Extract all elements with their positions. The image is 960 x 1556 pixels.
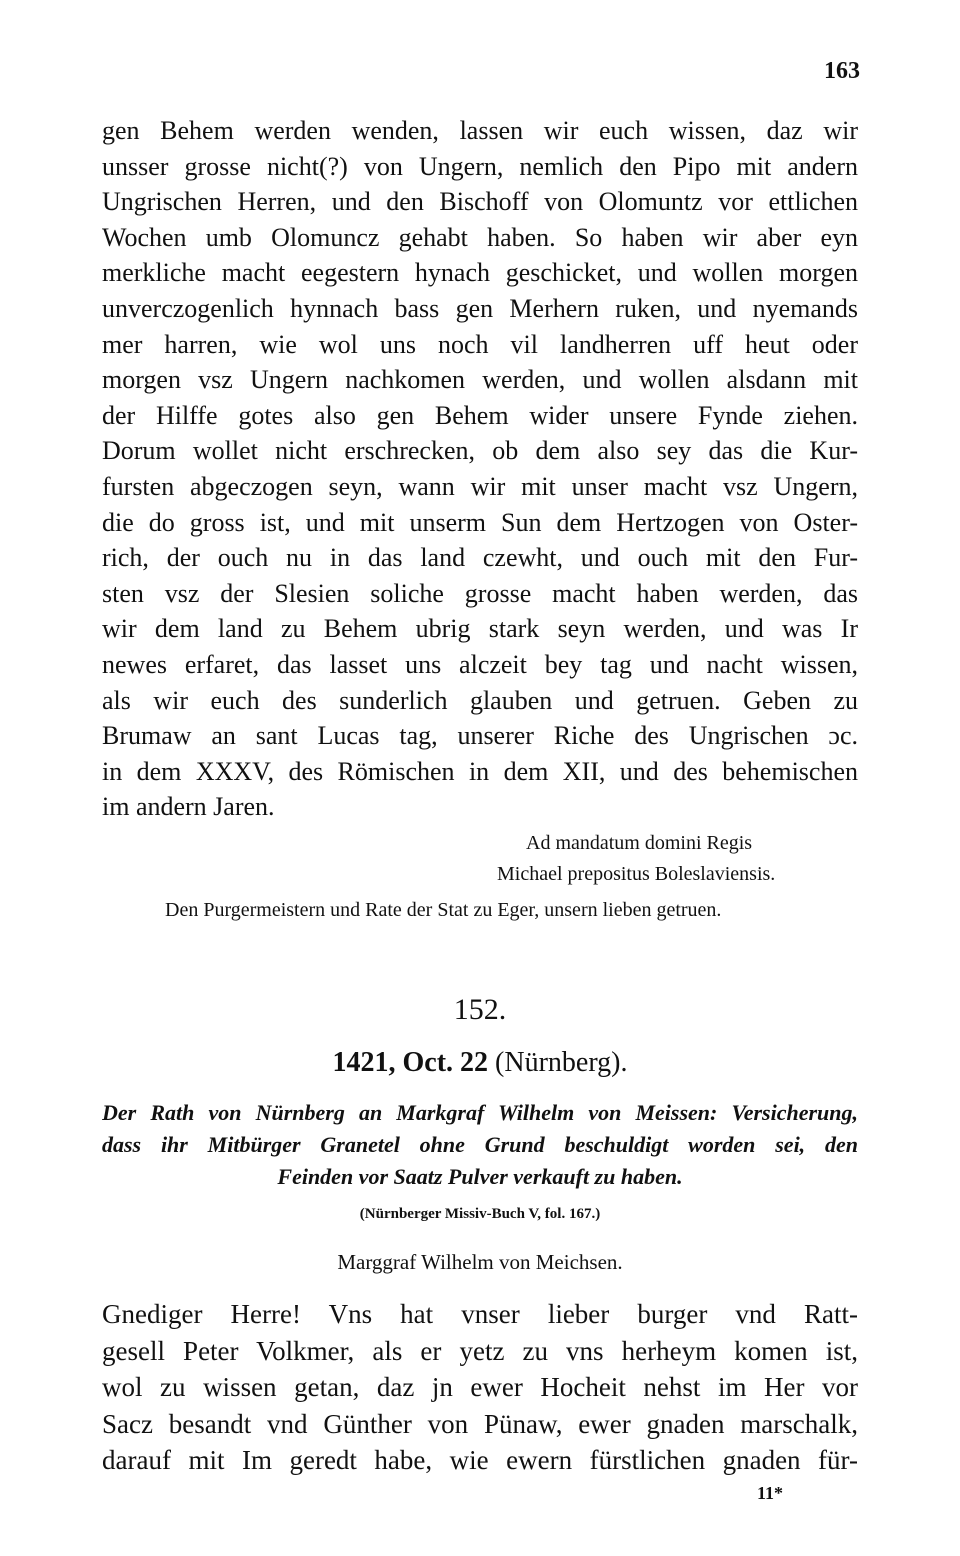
body-line: fursten abgeczogen seyn, wann wir mit unser macht vsz Ungern,	[102, 471, 858, 501]
body-line: Wochen umb Olomuncz gehabt haben. So haben wir aber eyn	[102, 222, 858, 252]
sheet-signature: 11*	[757, 1483, 784, 1503]
page-number: 163	[824, 58, 860, 84]
source-reference: (Nürnberger Missiv-Buch V, fol. 167.)	[359, 1206, 601, 1222]
text-line: Gnediger Herre! Vns hat vnser lieber burger vnd Ratt-	[102, 1299, 858, 1329]
body-line: im andern Jaren.	[102, 792, 275, 822]
body-line: rich, der ouch nu in das land czewht, und ouch mit den Fur-	[102, 543, 858, 573]
body-line: wir dem land zu Behem ubrig stark seyn werden, und was Ir	[102, 614, 858, 644]
addressee-heading: Marggraf Wilhelm von Meichsen.	[337, 1250, 623, 1274]
summary-line: Der Rath von Nürnberg an Markgraf Wilhelm von Meissen: Versicherung,	[102, 1100, 858, 1125]
body-line: newes erfaret, das lasset uns alczeit bey tag und nacht wissen,	[102, 649, 858, 679]
signature-line: Michael prepositus Boleslaviensis.	[497, 863, 776, 885]
body-line: unverczogenlich hynnach bass gen Merhern ruken, und nyemands	[102, 293, 858, 323]
text-line: gesell Peter Volkmer, als er yetz zu vns herheym komen ist,	[102, 1335, 858, 1366]
body-line: die do gross ist, und mit unserm Sun dem Hertzogen von Oster-	[102, 507, 858, 537]
body-line: als wir euch des sunderlich glauben und getruen. Geben zu	[102, 685, 858, 715]
text-line: Sacz besandt vnd Günther von Pünaw, ewer gnaden marschalk,	[102, 1408, 858, 1439]
body-line: morgen vsz Ungern nachkomen werden, und wollen alsdann mit	[102, 365, 858, 395]
body-line: in dem XXXV, des Römischen in dem XII, und des behemischen	[102, 756, 858, 786]
summary-line: dass ihr Mitbürger Granetel ohne Grund beschuldigt worden sei, den	[102, 1132, 858, 1157]
body-line: der Hilffe gotes also gen Behem wider unsere Fynde ziehen.	[102, 400, 858, 430]
document-summary	[102, 1097, 858, 1193]
body-line: Ungrischen Herren, und den Bischoff von Olomuntz vor ettlichen	[102, 187, 858, 217]
body-line: merkliche macht eegestern hynach geschicket, und wollen morgen	[102, 258, 858, 288]
summary-line: Feinden vor Saatz Pulver verkauft zu haben.	[277, 1164, 683, 1189]
document-date	[0, 1047, 960, 1079]
body-line: Dorum wollet nicht erschrecken, ob dem also sey das die Kur-	[102, 436, 858, 466]
body-line: mer harren, wie wol uns noch vil landherren uff heut oder	[102, 329, 858, 359]
document-number: 152.	[453, 993, 507, 1026]
text-line: darauf mit Im geredt habe, wie ewern fürstlichen gnaden für-	[102, 1445, 858, 1476]
body-line: sten vsz der Slesien soliche grosse macht haben werden, das	[102, 578, 858, 608]
signature-line: Ad mandatum domini Regis	[526, 832, 753, 854]
body-line: Brumaw an sant Lucas tag, unserer Riche des Ungrischen ɔc.	[102, 721, 858, 751]
address-line: Den Purgermeistern und Rate der Stat zu Eger, unsern lieben getruen.	[165, 899, 722, 921]
letter-body	[102, 113, 858, 825]
text-line: wol zu wissen getan, daz jn ewer Hocheit nehst im Her vor	[102, 1372, 858, 1403]
document-date-bold: 1421, Oct. 22	[332, 1047, 489, 1078]
body-line: gen Behem werden wenden, lassen wir euch wissen, daz wir	[102, 116, 858, 145]
document-text	[102, 1296, 858, 1479]
document-date-place: (Nürnberg).	[495, 1047, 628, 1078]
body-line: unsser grosse nicht(?) von Ungern, nemlich den Pipo mit andern	[102, 151, 858, 181]
